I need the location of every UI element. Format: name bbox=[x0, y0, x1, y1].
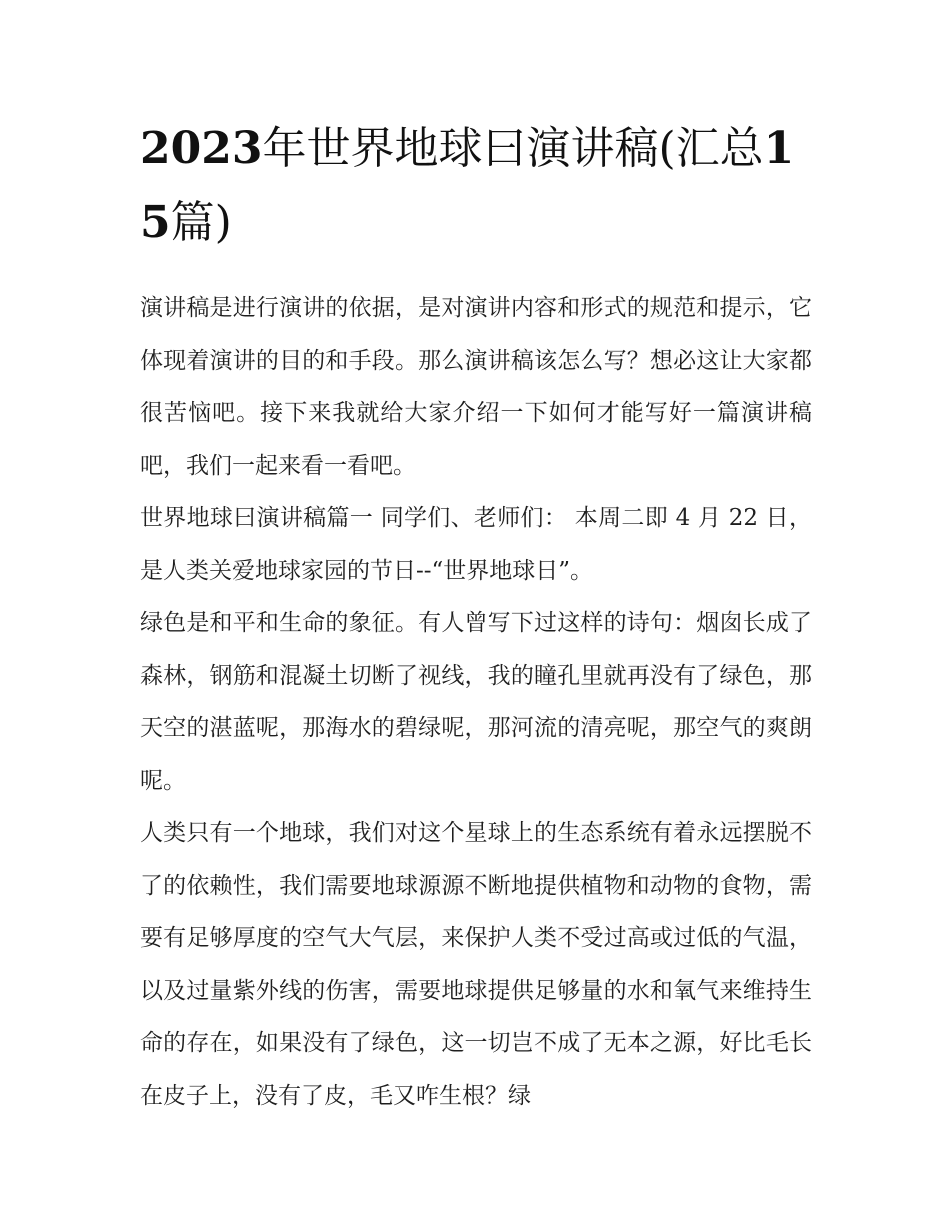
title-year: 2023 bbox=[140, 123, 263, 174]
document-content bbox=[140, 112, 812, 1122]
speech-opening-paragraph: 世界地球曰演讲稿篇一 同学们、老师们： 本周二即 4 月 22 日，是人类关爱地球家园的节日--“世界地球日”。 bbox=[140, 505, 812, 584]
green-symbol-paragraph: 绿色是和平和生命的象征。有人曾写下过这样的诗句：烟囱长成了森林，钢筋和混凝土切断了视线，我的瞳孔里就再没有了绿色，那天空的湛蓝呢，那海水的碧绿呢，那河流的清亮呢，那空气的爽朗呢。 bbox=[140, 610, 812, 794]
intro-paragraph: 演讲稿是进行演讲的依据，是对演讲内容和形式的规范和提示，它体现着演讲的目的和手段。那么演讲稿该怎么写？想必这让大家都很苦恼吧。接下来我就给大家介绍一下如何才能写好一篇演讲稿吧，我们一起来看一看吧。 bbox=[140, 295, 812, 479]
document-title bbox=[140, 112, 812, 260]
document-body bbox=[140, 282, 812, 1122]
title-suffix: 篇) bbox=[170, 197, 232, 248]
title-count: 15 bbox=[140, 123, 795, 248]
title-text: 年世界地球曰演讲稿(汇总 bbox=[262, 123, 764, 174]
one-earth-paragraph: 人类只有一个地球，我们对这个星球上的生态系统有着永远摆脱不了的依赖性，我们需要地球源源不断地提供植物和动物的食物，需要有足够厚度的空气大气层，来保护人类不受过高或过低的气温，以及过量紫外线的伤害，需要地球提供足够量的水和氧气来维持生命的存在，如果没有了绿色，这一切岂不成了无本之源，好比毛长在皮子上，没有了皮，毛又咋生根？绿 bbox=[140, 820, 812, 1109]
